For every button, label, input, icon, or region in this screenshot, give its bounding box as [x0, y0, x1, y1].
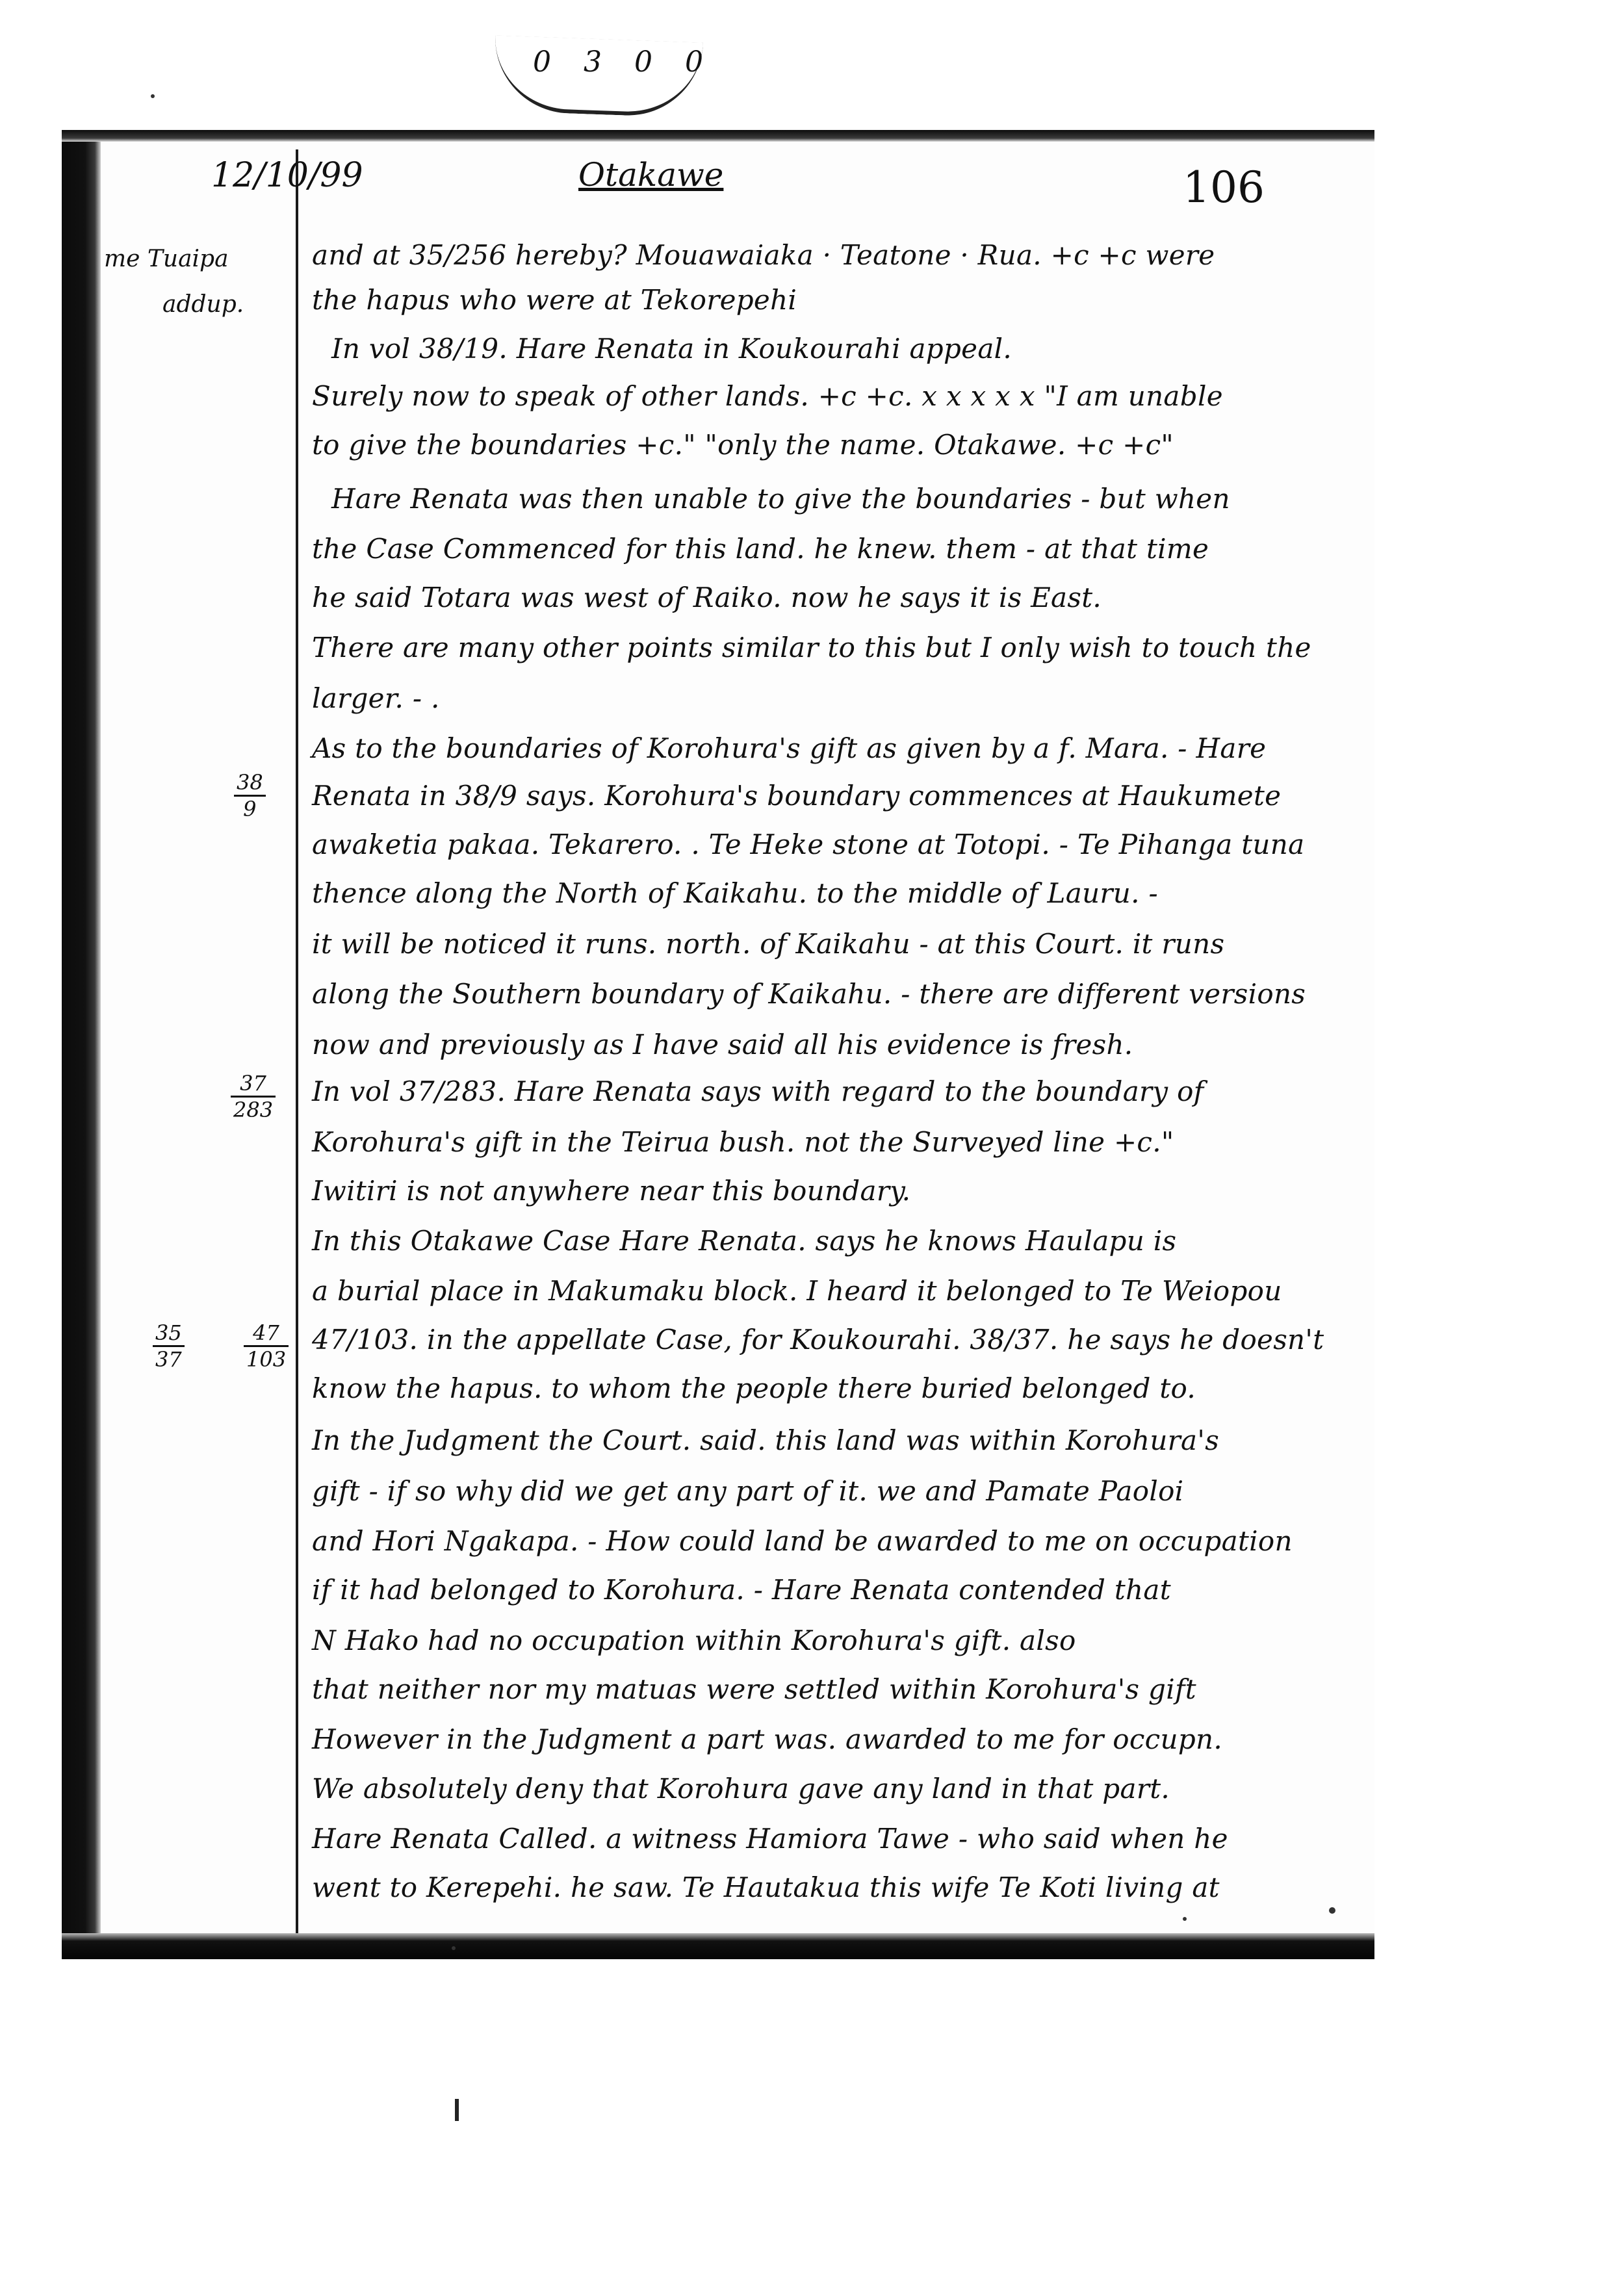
text-line: Hare Renata was then unable to give the boundaries - but when [331, 483, 1230, 515]
margin-reference [231, 1071, 276, 1122]
text-line: Renata in 38/9 says. Korohura's boundary commences at Haukumete [312, 780, 1282, 812]
text-line: the Case Commenced for this land. he knew. them - at that time [312, 533, 1209, 565]
text-line: if it had belonged to Korohura. - Hare Renata contended that [312, 1574, 1171, 1606]
text-line: However in the Judgment a part was. awarded to me for occupn. [312, 1723, 1223, 1755]
text-line: There are many other points similar to this but I only wish to touch the [312, 632, 1311, 663]
text-line: went to Kerepehi. he saw. Te Hautakua this wife Te Koti living at [312, 1871, 1220, 1903]
scan-speck [1183, 1917, 1187, 1921]
margin-note: addup. [162, 291, 244, 318]
margin-reference-volume: 38 [234, 770, 266, 797]
text-line: that neither nor my matuas were settled within Korohura's gift [312, 1673, 1196, 1705]
scan-speck [1329, 1907, 1335, 1914]
margin-reference-folio: 37 [155, 1347, 182, 1372]
text-line: awaketia pakaa. Tekarero. . Te Heke stone at Totopi. - Te Pihanga tuna [312, 829, 1305, 860]
margin-reference [153, 1320, 185, 1372]
entry-date: 12/10/99 [211, 156, 363, 195]
margin-rule [296, 149, 298, 1933]
page-title: Otakawe [578, 156, 724, 194]
text-line: larger. - . [312, 682, 440, 714]
margin-note: me Tuaipa [104, 246, 229, 272]
text-line: thence along the North of Kaikahu. to the middle of Lauru. - [312, 877, 1158, 909]
text-line: he said Totara was west of Raiko. now he says it is East. [312, 582, 1102, 613]
page-number: 106 [1183, 162, 1265, 212]
text-line: now and previously as I have said all his evidence is fresh. [312, 1029, 1133, 1060]
text-line: Surely now to speak of other lands. +c +c. x x x x x "I am unable [312, 380, 1223, 412]
text-line: In vol 38/19. Hare Renata in Koukourahi appeal. [331, 333, 1012, 365]
margin-reference [234, 770, 266, 821]
text-line: and Hori Ngakapa. - How could land be awarded to me on occupation [312, 1525, 1293, 1557]
scan-mark [455, 2099, 459, 2121]
text-line: Iwitiri is not anywhere near this boundary. [312, 1175, 911, 1207]
text-line: gift - if so why did we get any part of it. we and Pamate Paoloi [312, 1475, 1184, 1507]
margin-reference [244, 1320, 289, 1372]
margin-reference-volume: 37 [231, 1071, 276, 1098]
text-line: and at 35/256 hereby? Mouawaiaka · Teatone · Rua. +c +c were [312, 239, 1215, 271]
scan-speck [151, 94, 155, 98]
text-line: In vol 37/283. Hare Renata says with regard to the boundary of [312, 1075, 1204, 1107]
text-line: Korohura's gift in the Teirua bush. not the Surveyed line +c." [312, 1126, 1174, 1158]
text-line: to give the boundaries +c." "only the name. Otakawe. +c +c" [312, 429, 1174, 461]
archive-stamp-number: 0 3 0 0 [533, 45, 715, 79]
text-line: In the Judgment the Court. said. this land was within Korohura's [312, 1424, 1220, 1456]
text-line: N Hako had no occupation within Korohura's gift. also [312, 1625, 1076, 1656]
text-line: it will be noticed it runs. north. of Kaikahu - at this Court. it runs [312, 928, 1225, 960]
scan-speck [452, 1946, 456, 1950]
text-line: the hapus who were at Tekorepehi [312, 284, 797, 316]
text-line: We absolutely deny that Korohura gave any land in that part. [312, 1773, 1170, 1805]
text-line: know the hapus. to whom the people there buried belonged to. [312, 1372, 1196, 1404]
margin-reference-folio: 9 [243, 797, 257, 821]
margin-reference-volume: 35 [153, 1320, 185, 1347]
text-line: Hare Renata Called. a witness Hamiora Tawe - who said when he [312, 1823, 1228, 1855]
text-line: along the Southern boundary of Kaikahu. - there are different versions [312, 978, 1306, 1010]
text-line: 47/103. in the appellate Case, for Koukourahi. 38/37. he says he doesn't [312, 1324, 1324, 1356]
scan-shadow-top [62, 130, 1374, 142]
text-line: As to the boundaries of Korohura's gift as given by a f. Mara. - Hare [312, 732, 1267, 764]
scan-shadow-bottom [62, 1933, 1374, 1959]
margin-reference-folio: 103 [246, 1347, 287, 1372]
text-line: In this Otakawe Case Hare Renata. says he knows Haulapu is [312, 1225, 1177, 1257]
text-line: a burial place in Makumaku block. I heard it belonged to Te Weiopou [312, 1275, 1282, 1307]
margin-reference-folio: 283 [233, 1098, 274, 1122]
margin-reference-volume: 47 [244, 1320, 289, 1347]
scan-shadow-left [62, 130, 101, 1943]
